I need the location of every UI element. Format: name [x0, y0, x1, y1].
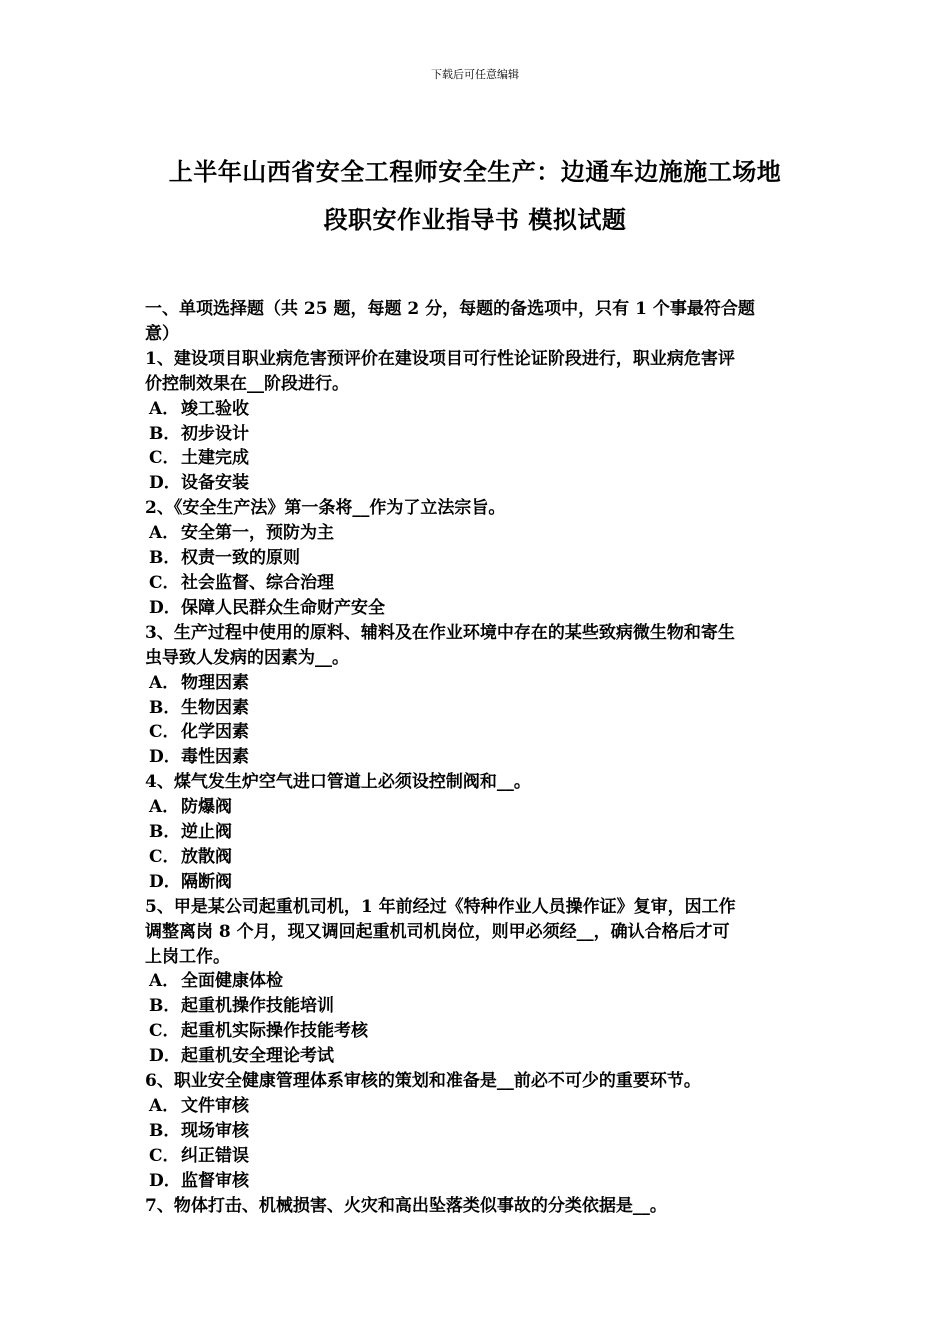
answer-option-letter: B． [149, 423, 181, 444]
answer-option [145, 546, 815, 571]
question-stem [145, 1194, 815, 1219]
answer-option [145, 795, 815, 820]
question-stem-line: 5、甲是某公司起重机司机，1 年前经过《特种作业人员操作证》复审，因工作 [145, 896, 736, 917]
question-stem [145, 496, 815, 521]
answer-option-letter: B． [149, 822, 181, 843]
answer-option [145, 521, 815, 546]
answer-option-letter: C． [149, 1145, 180, 1166]
answer-option-text: 监督审核 [181, 1170, 249, 1191]
answer-option [145, 571, 815, 596]
answer-option-letter: C． [149, 722, 180, 743]
answer-option-text: 逆止阀 [181, 822, 232, 843]
answer-option [145, 1019, 815, 1044]
answer-option-letter: C． [149, 846, 180, 867]
answer-option-letter: A． [149, 797, 180, 818]
question-stem [145, 1069, 815, 1094]
answer-option [145, 471, 815, 496]
answer-option [145, 422, 815, 447]
answer-option-letter: D． [149, 597, 181, 618]
answer-option-text: 保障人民群众生命财产安全 [181, 597, 385, 618]
question-stem [145, 347, 815, 397]
answer-option [145, 1044, 815, 1069]
question-stem [145, 770, 815, 795]
answer-option [145, 671, 815, 696]
answer-option-text: 化学因素 [181, 722, 249, 743]
answer-option-text: 起重机操作技能培训 [181, 996, 334, 1017]
answer-option-text: 初步设计 [181, 423, 249, 444]
answer-option-letter: B． [149, 1120, 181, 1141]
question-item [145, 621, 815, 770]
answer-option-text: 土建完成 [181, 448, 249, 469]
section-heading-line: 意） [145, 323, 179, 344]
answer-option-letter: D． [149, 747, 181, 768]
answer-option-letter: A． [149, 971, 180, 992]
document-title [120, 148, 830, 244]
question-stem-line: 7、物体打击、机械损害、火灾和高出坠落类似事故的分类依据是__。 [145, 1195, 667, 1216]
answer-option-letter: C． [149, 448, 180, 469]
answer-option-letter: D． [149, 473, 181, 494]
answer-option [145, 397, 815, 422]
answer-option-text: 现场审核 [181, 1120, 249, 1141]
answer-option-text: 纠正错误 [181, 1145, 249, 1166]
answer-option [145, 994, 815, 1019]
question-stem-line: 6、职业安全健康管理体系审核的策划和准备是__前必不可少的重要环节。 [145, 1071, 701, 1092]
answer-option [145, 1169, 815, 1194]
section-heading-line: 一、单项选择题（共 25 题，每题 2 分，每题的备选项中，只有 1 个事最符合题 [145, 299, 755, 319]
answer-option [145, 845, 815, 870]
answer-option-text: 物理因素 [181, 672, 249, 693]
question-item [145, 347, 815, 496]
answer-option-letter: C． [149, 1021, 180, 1042]
answer-option-text: 毒性因素 [181, 747, 249, 768]
header-note: 下载后可任意编辑 [431, 68, 519, 81]
answer-option-text: 生物因素 [181, 697, 249, 718]
answer-option-text: 起重机安全理论考试 [181, 1046, 334, 1067]
answer-option [145, 446, 815, 471]
answer-option [145, 596, 815, 621]
answer-option-text: 设备安装 [181, 473, 249, 494]
question-stem-line: 调整离岗 8 个月，现又调回起重机司机岗位，则甲必须经__，确认合格后才可 [145, 921, 730, 942]
question-stem-line: 上岗工作。 [145, 946, 230, 967]
question-item [145, 496, 815, 621]
answer-option-text: 防爆阀 [181, 797, 232, 818]
question-item [145, 895, 815, 1069]
answer-option [145, 1094, 815, 1119]
section-heading [145, 297, 815, 347]
document-title-line-2: 段职安作业指导书 模拟试题 [323, 205, 627, 234]
document-body [145, 297, 815, 1219]
answer-option-text: 文件审核 [181, 1096, 249, 1116]
answer-option-letter: D． [149, 1170, 181, 1191]
question-stem-line: 4、煤气发生炉空气进口管道上必须设控制阀和__。 [145, 772, 531, 793]
answer-option [145, 720, 815, 745]
question-stem-line: 2、《安全生产法》第一条将__作为了立法宗旨。 [145, 498, 506, 519]
answer-option-text: 放散阀 [181, 846, 232, 867]
answer-option-text: 全面健康体检 [181, 971, 283, 992]
answer-option-letter: A． [149, 523, 180, 544]
question-stem-line: 3、生产过程中使用的原料、辅料及在作业环境中存在的某些致病微生物和寄生 [145, 622, 735, 643]
answer-option-text: 社会监督、综合治理 [181, 572, 334, 593]
question-stem-line: 1、建设项目职业病危害预评价在建设项目可行性论证阶段进行，职业病危害评 [145, 348, 735, 369]
document-title-line-1: 上半年山西省安全工程师安全生产：边通车边施施工场地 [168, 157, 782, 186]
question-list [145, 347, 815, 1219]
answer-option-letter: B． [149, 548, 181, 569]
answer-option-letter: A． [149, 1096, 180, 1116]
answer-option [145, 969, 815, 994]
answer-option [145, 820, 815, 845]
question-item [145, 1194, 815, 1219]
answer-option [145, 870, 815, 895]
answer-option-letter: A． [149, 672, 180, 693]
answer-option-text: 安全第一，预防为主 [181, 523, 334, 544]
answer-option-letter: A． [149, 398, 180, 419]
question-stem-line: 虫导致人发病的因素为__。 [145, 647, 349, 668]
answer-option-text: 隔断阀 [181, 871, 232, 892]
answer-option-letter: D． [149, 1046, 181, 1067]
answer-option-letter: B． [149, 996, 181, 1017]
answer-option-text: 起重机实际操作技能考核 [181, 1021, 368, 1042]
answer-option-text: 权责一致的原则 [181, 548, 300, 569]
answer-option-letter: D． [149, 871, 181, 892]
answer-option [145, 696, 815, 721]
question-stem [145, 895, 815, 970]
answer-option-letter: B． [149, 697, 181, 718]
answer-option [145, 1144, 815, 1169]
answer-option [145, 745, 815, 770]
question-stem [145, 621, 815, 671]
question-item [145, 770, 815, 895]
answer-option [145, 1119, 815, 1144]
answer-option-text: 竣工验收 [181, 398, 249, 419]
question-stem-line: 价控制效果在__阶段进行。 [145, 373, 349, 394]
answer-option-letter: C． [149, 572, 180, 593]
question-item [145, 1069, 815, 1194]
